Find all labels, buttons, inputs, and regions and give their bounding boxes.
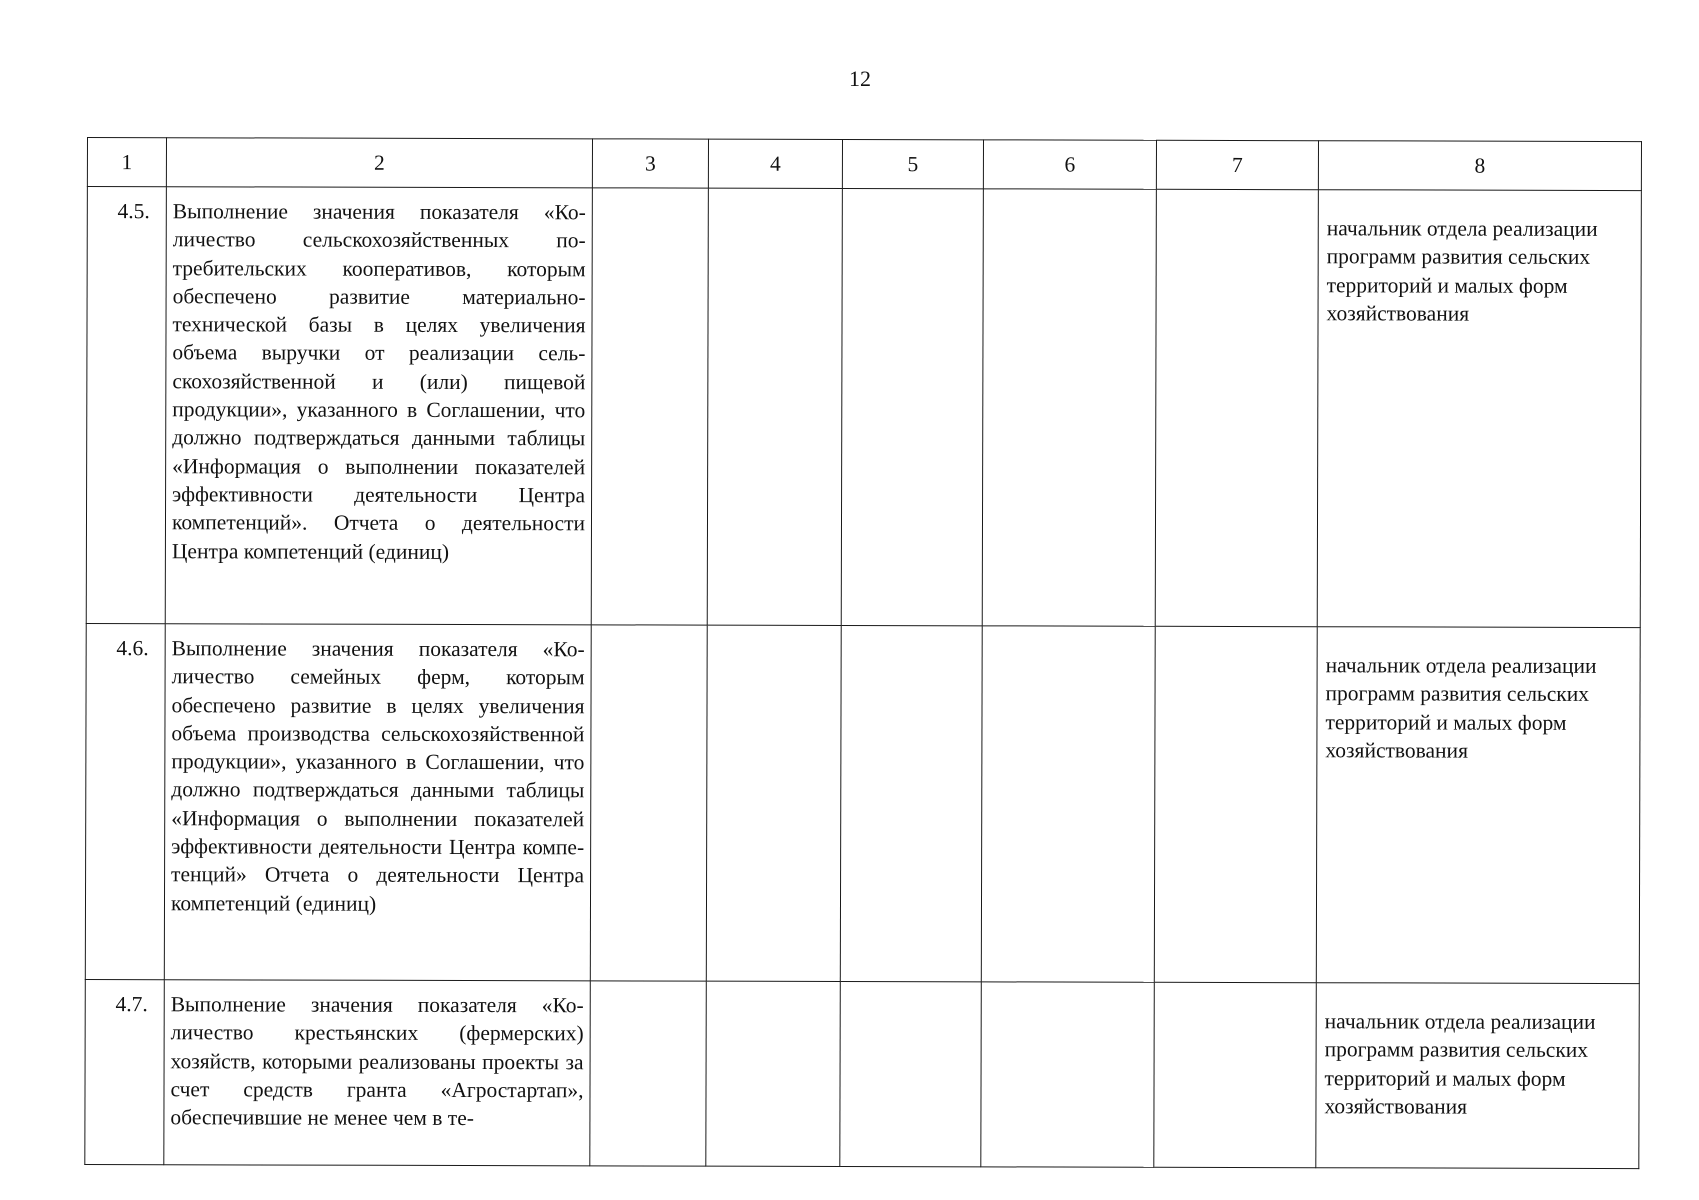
table-row xyxy=(85,979,1639,1168)
cell-col-5 xyxy=(840,981,981,1166)
cell-col-4 xyxy=(707,188,842,625)
cell-col-5 xyxy=(841,188,983,625)
column-header-8: 8 xyxy=(1318,141,1641,191)
responsible-person: начальник отдела реализации программ развития сельских территорий и малых форм хозяйствования xyxy=(1317,190,1641,628)
cell-col-6 xyxy=(981,982,1154,1167)
table-row xyxy=(86,187,1641,628)
table-row xyxy=(85,623,1640,983)
indicator-description: Выполнение значения показателя «Количество крестьянских (фермерских) хозяйств, которыми реализованы проекты за счет средств гранта «Агростартап», обеспечившие не менее чем в те- xyxy=(164,980,590,1166)
column-header-5: 5 xyxy=(842,139,983,188)
cell-col-4 xyxy=(706,625,841,981)
column-header-3: 3 xyxy=(592,139,708,188)
cell-col-4 xyxy=(706,981,840,1166)
cell-col-3 xyxy=(591,188,708,625)
page-number: 12 xyxy=(849,66,871,91)
header-row xyxy=(87,138,1641,191)
indicators-table xyxy=(84,137,1642,1169)
column-header-2: 2 xyxy=(166,138,592,188)
column-header-7: 7 xyxy=(1156,140,1318,189)
cell-col-3 xyxy=(590,981,706,1166)
cell-col-6 xyxy=(981,626,1155,982)
row-number: 4.7. xyxy=(85,979,164,1164)
column-header-6: 6 xyxy=(983,140,1156,189)
responsible-person: начальник отдела реализации программ развития сельских территорий и малых форм хозяйствования xyxy=(1316,983,1639,1169)
indicator-description: Выполнение значения показателя «Количество семейных ферм, которым обеспечено развитие в целях увеличения объема производства сельскохозяйственной продукции», указанного в Соглашении, что должно подтверждаться данными таблицы «Информация о выполнении показателей эффективности деятельности Центра компетенций» Отчета о деятельности Центра компетенций (единиц) xyxy=(164,624,591,981)
row-number: 4.6. xyxy=(85,623,165,979)
cell-col-6 xyxy=(982,189,1156,626)
column-header-4: 4 xyxy=(708,139,842,188)
indicator-description: Выполнение значения показателя «Количество сельскохозяйственных потребительских кооперативов, которым обеспечено развитие материально-технической базы в целях увеличения объема выручки от реализации сельскохозяйственной и (или) пищевой продукции», указанного в Соглашении, что должно подтверждаться данными таблицы «Информация о выполнении показателей эффективности деятельности Центра компетенций». Отчета о деятельности Центра компетенций (единиц) xyxy=(165,187,592,625)
cell-col-7 xyxy=(1155,189,1318,626)
cell-col-3 xyxy=(590,625,707,981)
column-header-1: 1 xyxy=(87,138,166,187)
cell-col-7 xyxy=(1154,982,1316,1167)
cell-col-5 xyxy=(840,625,982,981)
cell-col-7 xyxy=(1154,626,1317,982)
row-number: 4.5. xyxy=(86,187,166,624)
responsible-person: начальник отдела реализации программ развития сельских территорий и малых форм хозяйствования xyxy=(1316,627,1640,984)
